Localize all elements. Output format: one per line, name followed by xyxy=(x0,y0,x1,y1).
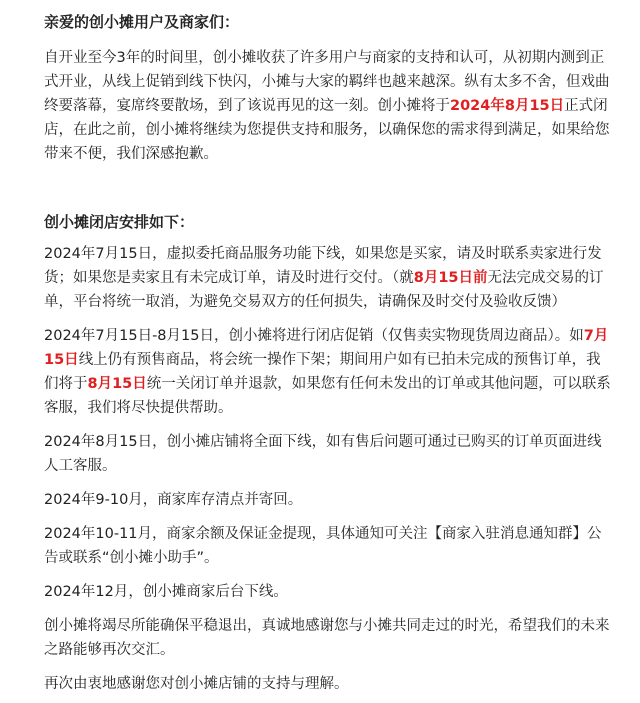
item1-text-1: 2024年7月15日，虚拟委托商品服务功能下线，如果您是买家，请及时联系卖家进行发货；如果您是卖家且有未完成订单，请及时进行交付。（就 xyxy=(44,246,602,286)
item2-text-3: 统一关闭订单并退款，如果您有任何未发出的订单或其他问题，可以联系客服，我们将尽快提供帮助。 xyxy=(44,376,611,416)
closing-paragraph-1: 创小摊将竭尽所能确保平稳退出，真诚地感谢您与小摊共同走过的时光，希望我们的未来之路能够再次交汇。 xyxy=(44,618,610,658)
intro-text-2: 正式闭店，在此之前，创小摊将继续为您提供支持和服务，以确保您的需求得到满足，如果给您带来不便，我们深感抱歉。 xyxy=(44,98,610,162)
greeting-heading: 亲爱的创小摊用户及商家们： xyxy=(44,13,240,31)
intro-paragraph xyxy=(44,46,612,166)
item1-date-highlight: 8月15日前 xyxy=(413,270,488,286)
item2-text-1: 2024年7月15日-8月15日，创小摊将进行闭店促销（仅售卖实物现货周边商品）。如 xyxy=(44,328,584,344)
item2-date-highlight-2: 8月15日 xyxy=(87,376,147,392)
item2-text-2: 线上仍有预售商品，将会统一操作下架；期间用户如有已拍未完成的预售订单，我们将于 xyxy=(44,352,601,392)
schedule-heading: 创小摊闭店安排如下： xyxy=(44,213,195,231)
schedule-item-2 xyxy=(44,324,612,420)
item2-date-highlight-1: 7月15日 xyxy=(44,328,609,368)
schedule-item-1 xyxy=(44,242,612,314)
item1-text-2: 无法完成交易的订单，平台将统一取消，为避免交易双方的任何损失，请确保及时交付及验收反馈） xyxy=(44,270,604,310)
closing-date-highlight: 2024年8月15日 xyxy=(450,98,565,114)
schedule-item-4: 2024年9-10月，商家库存清点并寄回。 xyxy=(44,492,303,508)
closing-paragraph-2: 再次由衷地感谢您对创小摊店铺的支持与理解。 xyxy=(44,676,349,692)
intro-text-1: 自开业至今3年的时间里，创小摊收获了许多用户与商家的支持和认可，从初期内测到正式开业，从线上促销到线下快闪，小摊与大家的羁绊也越来越深。纵有太多不舍，但戏曲终要落幕，宴席终要散场，到了该说再见的这一刻。创小摊将于 xyxy=(44,50,610,114)
schedule-item-6: 2024年12月，创小摊商家后台下线。 xyxy=(44,584,288,600)
schedule-item-3: 2024年8月15日，创小摊店铺将全面下线，如有售后问题可通过已购买的订单页面进线人工客服。 xyxy=(44,434,602,474)
schedule-item-5: 2024年10-11月，商家余额及保证金提现，具体通知可关注【商家入驻消息通知群】公告或联系“创小摊小助手”。 xyxy=(44,526,602,566)
